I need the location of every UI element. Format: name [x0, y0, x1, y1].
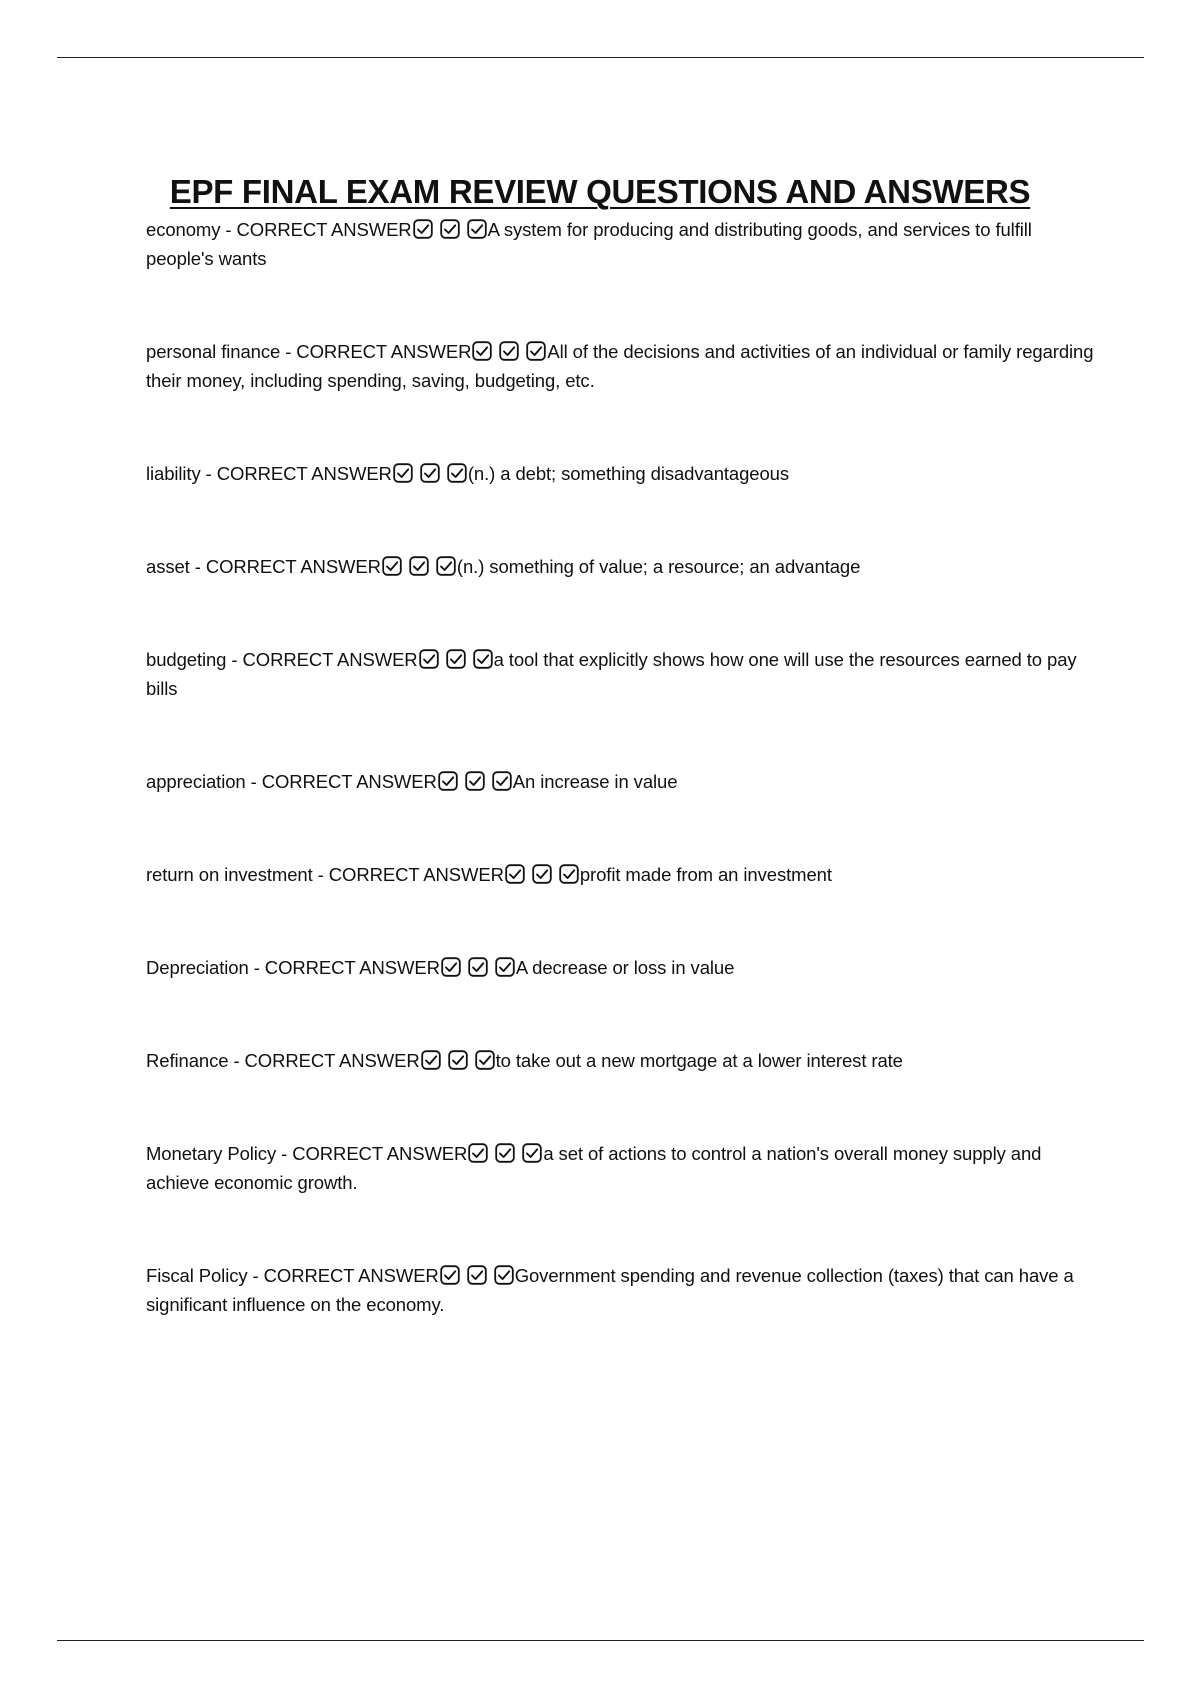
- checkbox-checked-icon: [440, 219, 460, 239]
- checkbox-checked-icon: [468, 957, 488, 977]
- check-group: [505, 864, 579, 884]
- qa-entry: [146, 645, 1096, 703]
- entry-term: personal finance: [146, 341, 281, 362]
- checkbox-checked-icon: [465, 771, 485, 791]
- checkbox-checked-icon: [472, 341, 492, 361]
- document-title-text: EPF FINAL EXAM REVIEW QUESTIONS AND ANSWERS: [169, 173, 1031, 211]
- checkbox-checked-icon: [468, 1143, 488, 1163]
- checkbox-checked-icon: [393, 463, 413, 483]
- checkbox-checked-icon: [436, 556, 456, 576]
- check-group: [421, 1050, 495, 1070]
- check-group: [413, 219, 487, 239]
- entry-term: economy: [146, 219, 221, 240]
- entry-term: asset: [146, 556, 190, 577]
- check-group: [438, 771, 512, 791]
- entry-term: appreciation: [146, 771, 246, 792]
- checkbox-checked-icon: [495, 1143, 515, 1163]
- entry-definition: All of the decisions and activities of an individual or family regarding their money, including spending, saving, budgeting, etc.: [146, 341, 1094, 391]
- entry-term: budgeting: [146, 649, 227, 670]
- checkbox-checked-icon: [440, 1265, 460, 1285]
- answer-marker: - CORRECT ANSWER: [312, 864, 504, 885]
- checkbox-checked-icon: [421, 1050, 441, 1070]
- check-group: [440, 1265, 514, 1285]
- entry-term: Fiscal Policy: [146, 1265, 248, 1286]
- checkbox-checked-icon: [494, 1265, 514, 1285]
- entry-term: Depreciation: [146, 957, 249, 978]
- check-group: [472, 341, 546, 361]
- check-group: [468, 1143, 542, 1163]
- entry-definition: to take out a new mortgage at a lower interest rate: [495, 1050, 903, 1071]
- entry-term: liability: [146, 463, 201, 484]
- entry-term: Monetary Policy: [146, 1143, 277, 1164]
- answer-marker: - CORRECT ANSWER: [245, 771, 437, 792]
- entry-definition: (n.) a debt; something disadvantageous: [467, 463, 790, 484]
- qa-entry: [146, 215, 1096, 273]
- check-group: [419, 649, 493, 669]
- checkbox-checked-icon: [438, 771, 458, 791]
- checkbox-checked-icon: [522, 1143, 542, 1163]
- qa-entry: [146, 1261, 1096, 1319]
- entry-definition: A decrease or loss in value: [515, 957, 735, 978]
- checkbox-checked-icon: [473, 649, 493, 669]
- qa-entry: [146, 337, 1096, 395]
- answer-marker: - CORRECT ANSWER: [228, 1050, 420, 1071]
- checkbox-checked-icon: [441, 957, 461, 977]
- check-group: [393, 463, 467, 483]
- qa-entry: [146, 767, 1096, 796]
- checkbox-checked-icon: [413, 219, 433, 239]
- qa-entry: [146, 860, 1096, 889]
- qa-entry: [146, 953, 1096, 982]
- checkbox-checked-icon: [475, 1050, 495, 1070]
- answer-marker: - CORRECT ANSWER: [276, 1143, 468, 1164]
- answer-marker: - CORRECT ANSWER: [189, 556, 381, 577]
- checkbox-checked-icon: [382, 556, 402, 576]
- answer-marker: - CORRECT ANSWER: [226, 649, 418, 670]
- entry-term: Refinance: [146, 1050, 229, 1071]
- checkbox-checked-icon: [446, 649, 466, 669]
- checkbox-checked-icon: [505, 864, 525, 884]
- qa-entry: [146, 1046, 1096, 1075]
- checkbox-checked-icon: [419, 649, 439, 669]
- entry-definition: profit made from an investment: [579, 864, 832, 885]
- answer-marker: - CORRECT ANSWER: [220, 219, 412, 240]
- entry-definition: Government spending and revenue collection (taxes) that can have a significant influence on the economy.: [146, 1265, 1074, 1315]
- checkbox-checked-icon: [495, 957, 515, 977]
- answer-marker: - CORRECT ANSWER: [247, 1265, 439, 1286]
- checkbox-checked-icon: [467, 219, 487, 239]
- bottom-rule: [57, 1640, 1144, 1641]
- checkbox-checked-icon: [499, 341, 519, 361]
- answer-marker: - CORRECT ANSWER: [280, 341, 472, 362]
- checkbox-checked-icon: [409, 556, 429, 576]
- entry-definition: (n.) something of value; a resource; an advantage: [456, 556, 861, 577]
- entry-definition: An increase in value: [512, 771, 678, 792]
- check-group: [382, 556, 456, 576]
- answer-marker: - CORRECT ANSWER: [200, 463, 392, 484]
- checkbox-checked-icon: [559, 864, 579, 884]
- entry-definition: a set of actions to control a nation's overall money supply and achieve economic growth.: [146, 1143, 1042, 1193]
- answer-marker: - CORRECT ANSWER: [248, 957, 440, 978]
- checkbox-checked-icon: [420, 463, 440, 483]
- entry-definition: A system for producing and distributing goods, and services to fulfill people's wants: [146, 219, 1032, 269]
- checkbox-checked-icon: [492, 771, 512, 791]
- top-rule: [57, 57, 1144, 58]
- checkbox-checked-icon: [526, 341, 546, 361]
- document-title: [0, 170, 1200, 214]
- qa-entry: [146, 1139, 1096, 1197]
- checkbox-checked-icon: [447, 463, 467, 483]
- qa-entry: [146, 552, 1096, 581]
- checkbox-checked-icon: [532, 864, 552, 884]
- check-group: [441, 957, 515, 977]
- checkbox-checked-icon: [467, 1265, 487, 1285]
- entry-term: return on investment: [146, 864, 313, 885]
- qa-entry: [146, 459, 1096, 488]
- qa-list: [146, 215, 1096, 1319]
- checkbox-checked-icon: [448, 1050, 468, 1070]
- entry-definition: a tool that explicitly shows how one will use the resources earned to pay bills: [146, 649, 1077, 699]
